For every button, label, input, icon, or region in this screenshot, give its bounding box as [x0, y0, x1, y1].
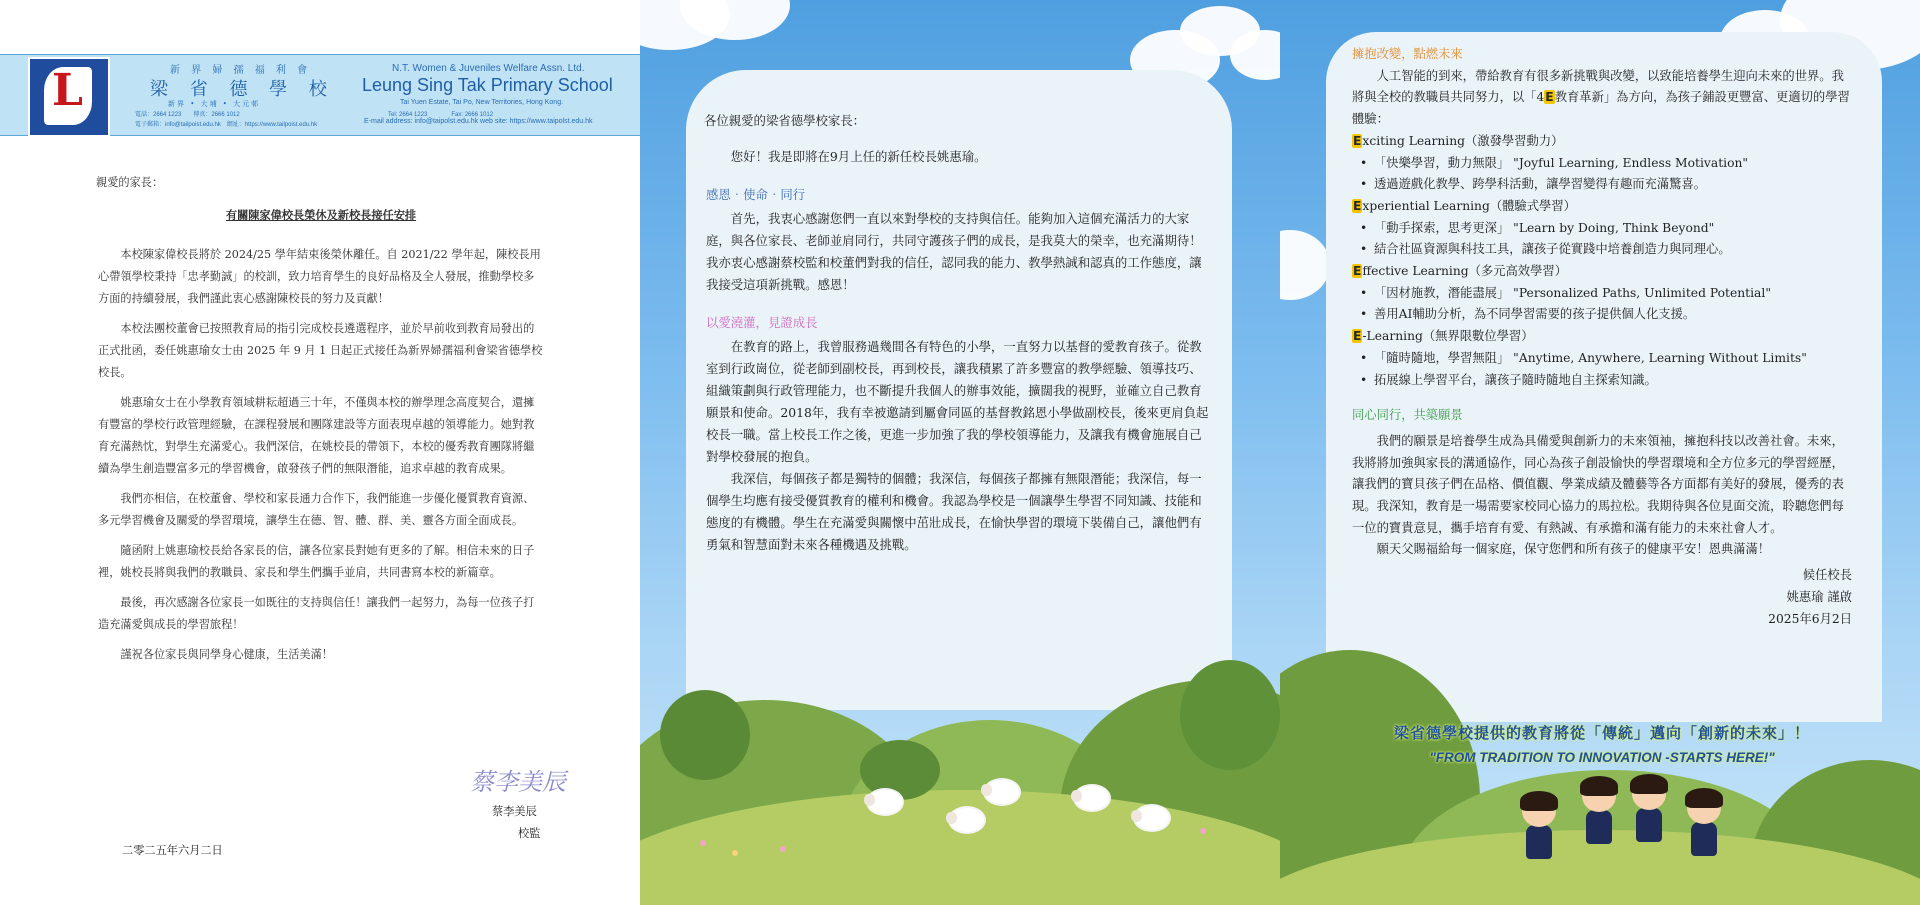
email-web-en: E-mail address: info@taipolst.edu.hk web site: https://www.taipolst.edu.hk	[364, 118, 593, 125]
address-en: Tai Yuen Estate, Tai Po, New Territories, Hong Kong.	[400, 99, 564, 106]
slogan-english: "FROM TRADITION TO INNOVATION -STARTS HERE!"	[1429, 750, 1775, 765]
school-name-cn: 梁 省 德 學 校	[150, 79, 335, 100]
salutation: 各位親愛的梁省德學校家長：	[704, 113, 866, 128]
4e-item: Effective Learning（多元高效學習）	[1353, 264, 1567, 279]
bullet: • 結合社區資源與科技工具，讓孩子從實踐中培養創造力與同理心。	[1352, 239, 1852, 261]
tel-fax-cn: 電話：2664 1223 傳真：2666 1012	[135, 112, 240, 118]
principal-letter-page1	[640, 0, 1280, 905]
letterhead	[0, 54, 640, 136]
intro-paragraph: 人工智能的到來，帶給教育有很多新挑戰與改變，以致能培養學生迎向未來的世界。我將與全校的教職員共同努力，以「4E教育革新」為方向，為孩子鋪設更豐富、更適切的學習體驗：	[1352, 68, 1850, 127]
slogan-chinese: 梁省德學校提供的教育將從「傳統」邁向「創新的未來」！	[1393, 724, 1810, 742]
closing-date: 2025年6月2日	[1768, 611, 1852, 626]
bullet: • 「動手探索，思考更深」 "Learn by Doing, Think Beyond"	[1352, 218, 1852, 240]
paragraph: 首先，我衷心感謝您們一直以來對學校的支持與信任。能夠加入這個充滿活力的大家庭，與各位家長、老師並肩同行，共同守護孩子們的成長，是我莫大的榮幸，也充滿期待！我亦衷心感謝蔡校監和校董們對我的信任，認同我的能力、教學熱誠和認真的工作態度，讓我接受這項新挑戰。感恩！	[706, 211, 1202, 292]
school-logo: L	[28, 57, 110, 137]
address-cn: 新界 • 大埔 • 大元邨	[168, 100, 261, 108]
bullet: • 「快樂學習，動力無限」 "Joyful Learning, Endless Motivation"	[1352, 153, 1852, 175]
bullet: • 拓展線上學習平台，讓孩子隨時隨地自主探索知識。	[1352, 370, 1852, 392]
letter1-body	[98, 172, 544, 674]
paragraph: 願天父賜福給每一個家庭，保守您們和所有孩子的健康平安！恩典滿滿！	[1376, 542, 1771, 557]
subject-line: 有關陳家偉校長榮休及新校長接任安排	[225, 208, 417, 222]
section-heading: 感恩‧使命‧同行	[706, 187, 806, 202]
org-name-cn: 新 界 婦 孺 福 利 會	[170, 65, 312, 76]
email-web-cn: 電子郵箱：info@tailpoist.edu.hk 網址：https://www.tailpoist.edu.hk	[135, 122, 318, 128]
bullet: • 透過遊戲化教學、跨學科活動，讓學習變得有趣而充滿驚喜。	[1352, 174, 1852, 196]
paragraph: 我們的願景是培養學生成為具備愛與創新力的未來領袖，擁抱科技以改善社會。未來，我將將加強與家長的溝通協作，同心為孩子創設愉快的學習環境和全方位多元的學習經歷，讓我們的寶貝孩子們在品格、價值觀、學業成績及體藝等各方面都有美好的發展，優秀的表現。我深知，教育是一場需要家校同心協力的馬拉松。我期待與各位見面交流，聆聽您們每一位的寶貴意見，攜手培育有愛、有熱誠、有承擔和滿有能力的未來社會人才。	[1352, 433, 1844, 535]
closing-title: 候任校長	[1802, 568, 1852, 583]
paragraph: 本校法團校董會已按照教育局的指引完成校長遴選程序，並於早前收到教育局發出的正式批函，委任姚惠瑜女士由 2025 年 9 月 1 日起正式接任為新界婦孺福利會梁省德學校校長。	[98, 322, 543, 379]
closing-name: 姚惠瑜 謹啟	[1786, 589, 1852, 604]
section-heading: 以愛澆灌，見證成長	[706, 315, 818, 330]
letter-date: 二零二五年六月二日	[122, 844, 223, 857]
paragraph: 姚惠瑜女士在小學教育領域耕耘超過三十年，不僅與本校的辦學理念高度契合，還擁有豐富的學校行政管理經驗，在課程發展和團隊建設等方面表現卓越的領導能力。她對教育充滿熱忱，對學生充滿愛心。我們深信，在姚校長的帶領下，本校的優秀教育團隊將繼續為學生創造豐富多元的學習機會，啟發孩子們的無限潛能，追求卓越的教育成果。	[98, 396, 535, 475]
supervisor-letter	[0, 0, 640, 905]
paragraph: 我深信，每個孩子都是獨特的個體；我深信，每個孩子都擁有無限潛能；我深信，每一個學生均應有接受優質教育的權利和機會。我認為學校是一個讓學生學習不同知識、技能和態度的有機體。學生在充滿愛與關懷中茁壯成長，在愉快學習的環境下裝備自己，讓他們有勇氣和智慧面對未來各種機遇及挑戰。	[706, 471, 1202, 552]
letter3-body	[1352, 44, 1852, 630]
signer-title: 校監	[518, 827, 541, 840]
principal-letter-page2	[1280, 0, 1920, 905]
school-name-en: Leung Sing Tak Primary School	[362, 75, 613, 95]
handwritten-signature: 蔡李美辰	[470, 768, 566, 796]
paragraph: 我們亦相信，在校董會、學校和家長通力合作下，我們能進一步優化優質教育資源、多元學習機會及關愛的學習環境，讓學生在德、智、體、群、美、靈各方面全面成長。	[98, 492, 535, 527]
4e-item: Experiential Learning（體驗式學習）	[1353, 198, 1576, 213]
4e-item: Exciting Learning（激發學習動力）	[1353, 133, 1564, 148]
letter2-body	[706, 110, 1210, 556]
greeting: 您好！我是即將在9月上任的新任校長姚惠瑜。	[730, 149, 987, 164]
e-letter: E	[1545, 90, 1554, 105]
section-heading: 擁抱改變，點燃未來	[1352, 47, 1463, 61]
bullet: • 「隨時隨地，學習無阻」 "Anytime, Anywhere, Learning Without Limits"	[1352, 348, 1852, 370]
paragraph: 隨函附上姚惠瑜校長給各家長的信，讓各位家長對她有更多的了解。相信未來的日子裡，姚校長將與我們的教職員、家長和學生們攜手並肩，共同書寫本校的新篇章。	[98, 544, 535, 579]
org-name-en: N.T. Women & Juveniles Welfare Assn. Ltd.	[392, 63, 585, 74]
bullet: • 善用AI輔助分析，為不同學習需要的孩子提供個人化支援。	[1352, 304, 1852, 326]
signer-name: 蔡李美辰	[492, 805, 537, 818]
paragraph: 本校陳家偉校長將於 2024/25 學年結束後榮休離任。自 2021/22 學年起，陳校長用心帶領學校秉持「忠孝勤誠」的校訓，致力培育學生的良好品格及全人發展，推動學校多方面的持續發展，我們謹此衷心感謝陳校長的努力及貢獻！	[98, 248, 541, 305]
4e-item: E-Learning（無界限數位學習）	[1353, 329, 1534, 344]
salutation: 親愛的家長：	[96, 176, 164, 189]
tel-fax-en: Tel: 2664 1223 Fax: 2666 1012	[388, 112, 494, 118]
paragraph: 最後，再次感謝各位家長一如既往的支持與信任！讓我們一起努力，為每一位孩子打造充滿愛與成長的學習旅程！	[98, 596, 535, 631]
bullet: • 「因材施教，潛能盡展」 "Personalized Paths, Unlimited Potential"	[1352, 283, 1852, 305]
section-heading: 同心同行，共築願景	[1352, 408, 1463, 423]
paragraph: 謹祝各位家長與同學身心健康，生活美滿！	[120, 648, 333, 661]
paragraph: 在教育的路上，我曾服務過幾間各有特色的小學，一直努力以基督的愛教育孩子。從教室到行政崗位，從老師到副校長，再到校長，讓我積累了許多豐富的教學經驗、領導技巧、組織策劃與行政管理能力，也不斷提升我個人的辦事效能，擴闊我的視野，並確立自己教育願景和使命。2018年，我有幸被邀請到屬會同區的基督教銘恩小學做副校長，後來更肩負起校長一職。當上校長工作之後，更進一步加強了我的學校領導能力，及讓我有機會施展自己對學校發展的抱負。	[706, 339, 1209, 464]
